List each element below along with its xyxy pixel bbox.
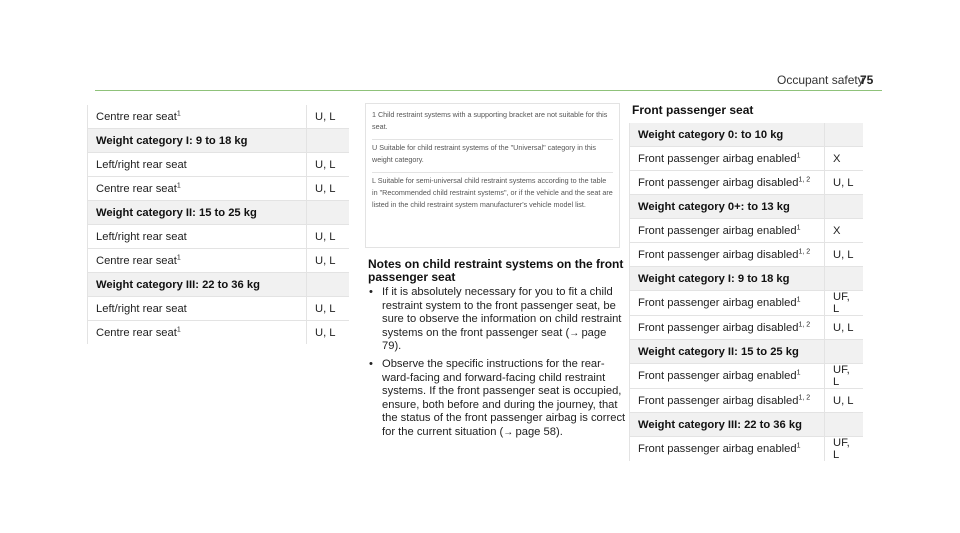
seat-cell — [630, 267, 825, 291]
seat-cell — [630, 147, 825, 171]
footnotes-box — [365, 103, 620, 248]
child-restraint-list — [368, 286, 626, 444]
footnote-1: 1 Child restraint systems with a supporting bracket are not suitable for this seat. — [372, 107, 613, 140]
seat-cell — [88, 177, 307, 201]
table-row — [88, 225, 350, 249]
seat-label: Front passenger airbag disabled — [638, 394, 799, 407]
seat-label: Front passenger airbag enabled — [638, 224, 797, 237]
table-row — [88, 321, 350, 345]
bullet-icon: • — [369, 357, 373, 370]
seat-cell — [630, 123, 825, 147]
category-row — [630, 267, 864, 291]
suitability-cell: X — [825, 219, 864, 243]
suitability-cell: U, L — [307, 177, 350, 201]
arrow-icon: → — [503, 426, 514, 438]
table-row — [630, 437, 864, 462]
item-text-end: ). — [394, 340, 402, 353]
seat-label: Left/right rear seat — [96, 302, 187, 315]
table-row — [88, 153, 350, 177]
arrow-icon: → — [569, 327, 580, 339]
table-row — [88, 249, 350, 273]
footnote-ref: 1, 2 — [798, 393, 811, 401]
seat-cell — [88, 153, 307, 177]
footnote-ref: 1, 2 — [798, 247, 811, 255]
table-row — [630, 389, 864, 413]
seat-cell — [630, 219, 825, 243]
suitability-cell — [825, 340, 864, 364]
seat-cell — [88, 105, 307, 129]
footnote-l: L Suitable for semi-universal child restraint systems according to the table in "Recommended child restraint systems", or if the vehicle and the seat are listed in the child restraint system manufacturer's vehicle model list. — [372, 175, 613, 210]
seat-cell — [630, 340, 825, 364]
table-row — [630, 316, 864, 340]
page-number: 75 — [860, 73, 874, 87]
front-seat-table — [629, 123, 863, 461]
header-rule — [95, 90, 882, 91]
seat-cell — [630, 243, 825, 267]
footnote-u: U Suitable for child restraint systems of the "Universal" category in this weight category. — [372, 140, 613, 173]
category-row — [630, 413, 864, 437]
list-item — [368, 286, 626, 354]
seat-label: Weight category III: 22 to 36 kg — [638, 418, 802, 431]
footnote-ref: 1 — [176, 253, 181, 261]
seat-cell — [88, 225, 307, 249]
item-text-end: ). — [555, 425, 563, 438]
seat-cell — [630, 171, 825, 195]
seat-label: Weight category I: 9 to 18 kg — [96, 134, 248, 147]
suitability-cell: U, L — [307, 105, 350, 129]
table-row — [630, 291, 864, 316]
table-row — [630, 147, 864, 171]
category-row — [88, 273, 350, 297]
seat-cell — [88, 249, 307, 273]
seat-cell — [630, 413, 825, 437]
footnote-ref: 1, 2 — [798, 320, 811, 328]
front-seat-heading: Front passenger seat — [632, 103, 754, 117]
suitability-cell: UF, L — [825, 364, 864, 389]
table-row — [88, 297, 350, 321]
table-row — [88, 177, 350, 201]
suitability-cell: X — [825, 147, 864, 171]
seat-label: Weight category I: 9 to 18 kg — [638, 272, 790, 285]
seat-label: Front passenger airbag disabled — [638, 321, 799, 334]
footnote-ref: 1 — [176, 181, 181, 189]
seat-label: Front passenger airbag disabled — [638, 248, 799, 261]
suitability-cell: U, L — [307, 297, 350, 321]
seat-label: Weight category 0+: to 13 kg — [638, 200, 790, 213]
suitability-cell: U, L — [825, 171, 864, 195]
list-item — [368, 358, 626, 440]
seat-label: Front passenger airbag disabled — [638, 176, 799, 189]
suitability-cell: U, L — [315, 326, 336, 339]
rear-seat-table — [87, 105, 349, 344]
seat-label: Front passenger airbag enabled — [638, 297, 797, 309]
footnote-ref: 1 — [176, 109, 181, 117]
seat-label: Weight category II: 15 to 25 kg — [96, 206, 257, 219]
item-text: Observe the specific instructions for the rear-ward-facing and forward-facing child restraint systems. If the front passenger seat is occupied, ensure, both before and during the journey, that the status of the front passenger airbag is correct for the current situation ( — [382, 357, 626, 438]
suitability-cell: UF, L — [825, 291, 864, 316]
category-row — [88, 201, 350, 225]
suitability-cell: U, L — [825, 316, 864, 340]
seat-label: Weight category III: 22 to 36 kg — [96, 278, 260, 291]
category-row — [630, 340, 864, 364]
suitability-cell — [825, 195, 864, 219]
suitability-cell — [825, 267, 864, 291]
seat-label: Centre rear seat — [96, 182, 177, 195]
suitability-cell: U, L — [307, 225, 350, 249]
suitability-cell: U, L — [825, 243, 864, 267]
seat-cell — [630, 316, 825, 340]
suitability-cell — [825, 123, 864, 147]
seat-cell — [88, 201, 307, 225]
table-row — [630, 171, 864, 195]
table-row — [88, 105, 350, 129]
suitability-cell — [307, 201, 350, 225]
footnote-ref: 1, 2 — [798, 175, 811, 183]
footnote-ref: 1 — [796, 369, 801, 377]
child-restraint-heading: Notes on child restraint systems on the front passenger seat — [368, 257, 624, 284]
footnote-ref: 1 — [796, 442, 801, 450]
seat-cell — [630, 195, 825, 219]
footnote-ref: 1 — [796, 296, 801, 304]
seat-label: Front passenger airbag enabled — [638, 443, 797, 455]
suitability-cell — [307, 273, 350, 297]
page-ref-link[interactable]: page 58 — [515, 425, 556, 438]
item-text: If it is absolutely necessary for you to fit a child restraint system to the front passenger seat, be sure to observe the information on child restraint systems on the front passenger seat ( — [382, 286, 622, 339]
seat-label: Centre rear seat — [96, 326, 177, 339]
category-row — [630, 123, 864, 147]
seat-label: Weight category II: 15 to 25 kg — [638, 345, 799, 358]
table-row — [630, 243, 864, 267]
seat-cell — [88, 273, 307, 297]
footnote-ref: 1 — [176, 325, 181, 333]
footnote-ref: 1 — [796, 151, 801, 159]
seat-label: Front passenger airbag enabled — [638, 152, 797, 165]
seat-label: Weight category 0: to 10 kg — [638, 128, 784, 141]
suitability-cell — [307, 129, 350, 153]
table-row — [630, 364, 864, 389]
seat-label: Left/right rear seat — [96, 158, 187, 171]
section-title: Occupant safety — [777, 73, 864, 87]
seat-label: Front passenger airbag enabled — [638, 370, 797, 382]
seat-cell — [630, 389, 825, 413]
seat-label: Centre rear seat — [96, 254, 177, 267]
suitability-cell: UF, L — [833, 437, 850, 461]
category-row — [88, 129, 350, 153]
footnote-ref: 1 — [796, 223, 801, 231]
suitability-cell: U, L — [825, 389, 864, 413]
seat-label: Left/right rear seat — [96, 230, 187, 243]
seat-cell — [88, 129, 307, 153]
seat-cell — [630, 437, 825, 462]
suitability-cell: U, L — [307, 153, 350, 177]
page-ref-link[interactable]: page 79 — [382, 326, 607, 353]
seat-cell — [88, 321, 307, 345]
suitability-cell — [825, 413, 864, 437]
bullet-icon: • — [369, 286, 373, 298]
category-row — [630, 195, 864, 219]
seat-cell — [88, 297, 307, 321]
table-row — [630, 219, 864, 243]
seat-cell — [630, 364, 825, 389]
suitability-cell: U, L — [307, 249, 350, 273]
seat-cell — [630, 291, 825, 316]
seat-label: Centre rear seat — [96, 110, 177, 123]
